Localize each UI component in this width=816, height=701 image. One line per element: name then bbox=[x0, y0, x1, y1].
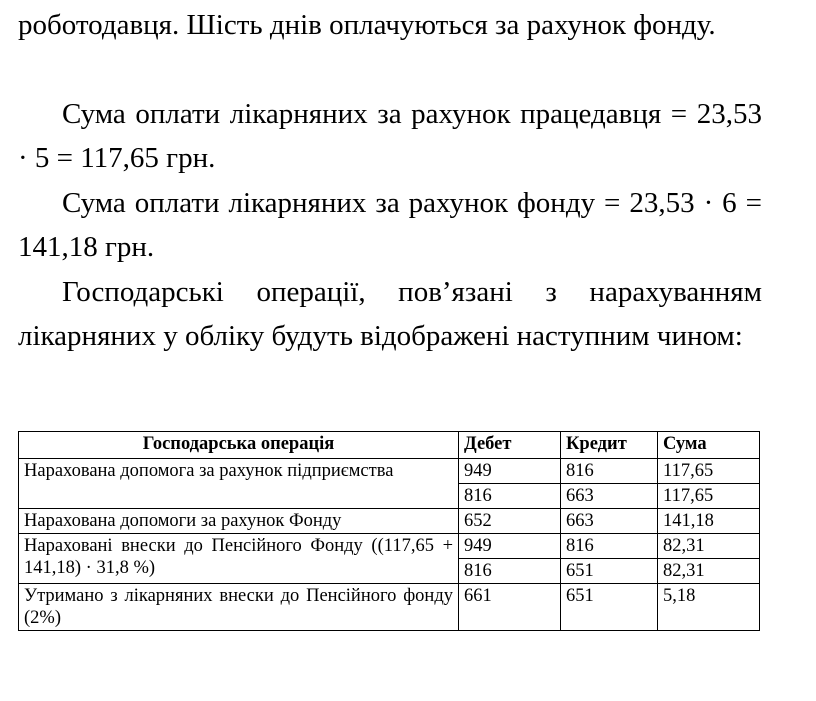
operation-cell: Нарахована допомога за рахунок підприємства bbox=[19, 459, 459, 509]
debit-cell: 816 bbox=[459, 484, 561, 509]
sum-cell: 117,65 bbox=[658, 484, 760, 509]
sum-cell: 117,65 bbox=[658, 459, 760, 484]
sum-cell: 82,31 bbox=[658, 559, 760, 584]
header-sum: Сума bbox=[658, 432, 760, 459]
header-debit: Дебет bbox=[459, 432, 561, 459]
debit-cell: 949 bbox=[459, 534, 561, 559]
credit-cell: 651 bbox=[561, 559, 658, 584]
operations-table bbox=[18, 431, 760, 631]
credit-cell: 663 bbox=[561, 509, 658, 534]
table-row bbox=[19, 584, 760, 631]
header-credit: Кредит bbox=[561, 432, 658, 459]
debit-cell: 816 bbox=[459, 559, 561, 584]
table-row bbox=[19, 459, 760, 484]
credit-cell: 816 bbox=[561, 534, 658, 559]
operation-cell: Нараховані внески до Пенсійного Фонду ((117,65 + 141,18) · 31,8 %) bbox=[19, 534, 459, 584]
operation-cell: Нарахована допомоги за рахунок Фонду bbox=[19, 509, 459, 534]
table-row bbox=[19, 509, 760, 534]
credit-cell: 663 bbox=[561, 484, 658, 509]
sum-cell: 141,18 bbox=[658, 509, 760, 534]
credit-cell: 651 bbox=[561, 584, 658, 631]
credit-cell: 816 bbox=[561, 459, 658, 484]
operation-cell: Утримано з лікарняних внески до Пенсійного фонду (2%) bbox=[19, 584, 459, 631]
header-operation: Господарська операція bbox=[19, 432, 459, 459]
debit-cell: 652 bbox=[459, 509, 561, 534]
paragraph-4: Господарські операції, пов’язані з нарахуванням лікарняних у обліку будуть відображені наступним чином: bbox=[18, 276, 762, 352]
debit-cell: 661 bbox=[459, 584, 561, 631]
paragraph-2: Сума оплати лікарняних за рахунок працедавця = 23,53 · 5 = 117,65 грн. bbox=[18, 98, 762, 174]
table-row bbox=[19, 534, 760, 559]
table-header-row bbox=[19, 432, 760, 459]
sum-cell: 5,18 bbox=[658, 584, 760, 631]
paragraph-1: роботодавця. Шість днів оплачуються за рахунок фонду. bbox=[18, 9, 716, 41]
sum-cell: 82,31 bbox=[658, 534, 760, 559]
debit-cell: 949 bbox=[459, 459, 561, 484]
paragraph-3: Сума оплати лікарняних за рахунок фонду = 23,53 · 6 = 141,18 грн. bbox=[18, 187, 762, 263]
